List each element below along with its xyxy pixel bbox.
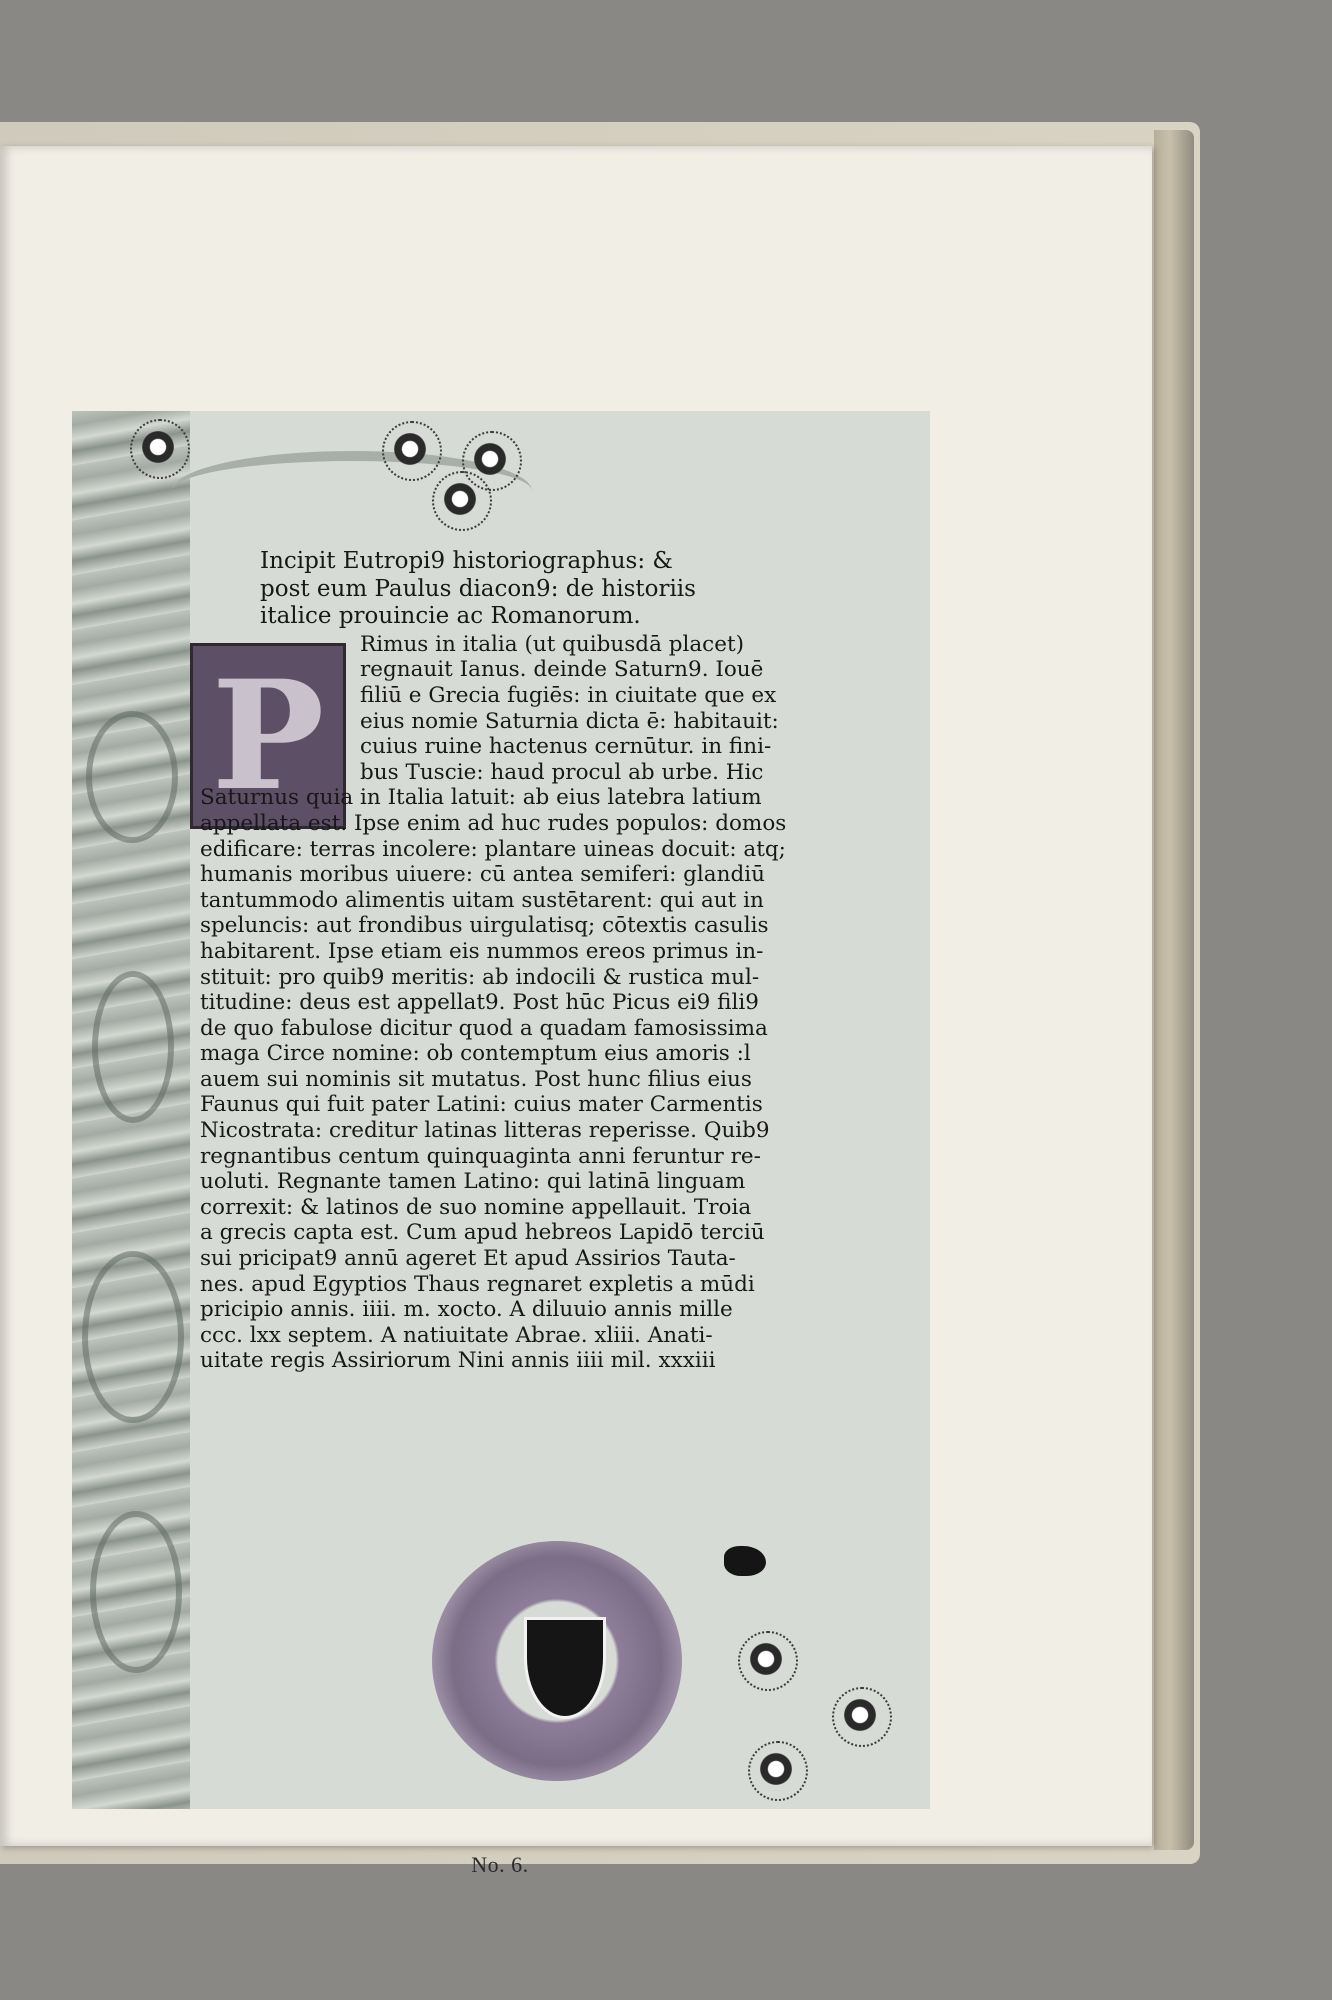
border-vine-ornament — [86, 711, 178, 843]
text-line: Rimus in italia (ut quibusdā placet) — [360, 631, 744, 657]
ink-ornament — [724, 1546, 766, 1576]
rosette-ornament — [758, 1751, 794, 1787]
border-vine-ornament — [90, 1511, 182, 1673]
initial-letter: P — [211, 648, 325, 824]
manuscript-text — [200, 549, 860, 1374]
text-line: speluncis: aut frondibus uirgulatisq; cōtextis casulis — [200, 913, 769, 939]
incipit-line: post eum Paulus diacon9: de historiis — [260, 575, 696, 602]
text-line: appellata est. Ipse enim ad huc rudes populos: domos — [200, 810, 787, 836]
text-line: filiū e Grecia fugiēs: in ciuitate que ex — [360, 682, 777, 708]
text-line: stituit: pro quib9 meritis: ab indocili & rustica mul- — [200, 964, 760, 990]
text-line: auem sui nominis sit mutatus. Post hunc filius eius — [200, 1066, 752, 1092]
rosette-ornament — [842, 1697, 878, 1733]
text-line: bus Tuscie: haud procul ab urbe. Hic — [360, 759, 764, 785]
text-line: a grecis capta est. Cum apud hebreos Lapidō terciū — [200, 1220, 765, 1246]
text-line: nes. apud Egyptios Thaus regnaret expletis a mūdi — [200, 1271, 755, 1297]
text-line: maga Circe nomine: ob contemptum eius amoris :l — [200, 1041, 751, 1067]
text-line: cuius ruine hactenus cernūtur. in fini- — [360, 734, 772, 760]
coat-of-arms-medallion — [432, 1541, 682, 1781]
plate-caption: No. 6. — [471, 1852, 529, 1877]
text-line: Saturnus quia in Italia latuit: ab eius latebra latium — [200, 785, 762, 811]
text-line: ccc. lxx septem. A natiuitate Abrae. xliii. Anati- — [200, 1322, 713, 1348]
text-line: pricipio annis. iiii. m. xocto. A diluuio annis mille — [200, 1297, 733, 1323]
text-line: regnauit Ianus. deinde Saturn9. Iouē — [360, 657, 764, 683]
shield-icon — [524, 1617, 606, 1719]
incipit-line: italice prouincie ac Romanorum. — [260, 603, 641, 630]
text-line: uitate regis Assiriorum Nini annis iiii mil. xxxiii — [200, 1348, 716, 1374]
text-line: Faunus qui fuit pater Latini: cuius mater Carmentis — [200, 1092, 763, 1118]
book-spine-edge — [1154, 130, 1194, 1850]
book-page — [0, 146, 1152, 1877]
text-line: humanis moribus uiuere: cū antea semiferi: glandiū — [200, 862, 765, 888]
text-line: habitarent. Ipse etiam eis nummos ereos primus in- — [200, 938, 764, 964]
text-line: sui pricipat9 annū ageret Et apud Assirios Tauta- — [200, 1246, 736, 1272]
text-line: de quo fabulose dicitur quod a quadam famosissima — [200, 1015, 768, 1041]
text-line: tantummodo alimentis uitam sustētarent: qui aut in — [200, 887, 764, 913]
text-line: titudine: deus est appellat9. Post hūc Picus ei9 fili9 — [200, 990, 759, 1016]
rosette-ornament — [748, 1641, 784, 1677]
border-vine-ornament — [82, 1251, 184, 1423]
text-line: Nicostrata: creditur latinas litteras reperisse. Quib9 — [200, 1118, 770, 1144]
rosette-ornament — [472, 441, 508, 477]
text-line: correxit: & latinos de suo nomine appellauit. Troia — [200, 1194, 752, 1220]
text-line: uoluti. Regnante tamen Latino: qui latinā linguam — [200, 1169, 746, 1195]
rosette-ornament — [392, 431, 428, 467]
text-line: eius nomie Saturnia dicta ē: habitauit: — [360, 708, 779, 734]
rosette-ornament — [140, 429, 176, 465]
incipit-line: Incipit Eutropi9 historiographus: & — [260, 548, 673, 574]
text-line: edificare: terras incolere: plantare uineas docuit: atq; — [200, 836, 786, 862]
manuscript-plate — [72, 411, 930, 1809]
text-line: regnantibus centum quinquaginta anni feruntur re- — [200, 1143, 761, 1169]
border-vine-ornament — [92, 971, 174, 1123]
rosette-ornament — [442, 481, 478, 517]
